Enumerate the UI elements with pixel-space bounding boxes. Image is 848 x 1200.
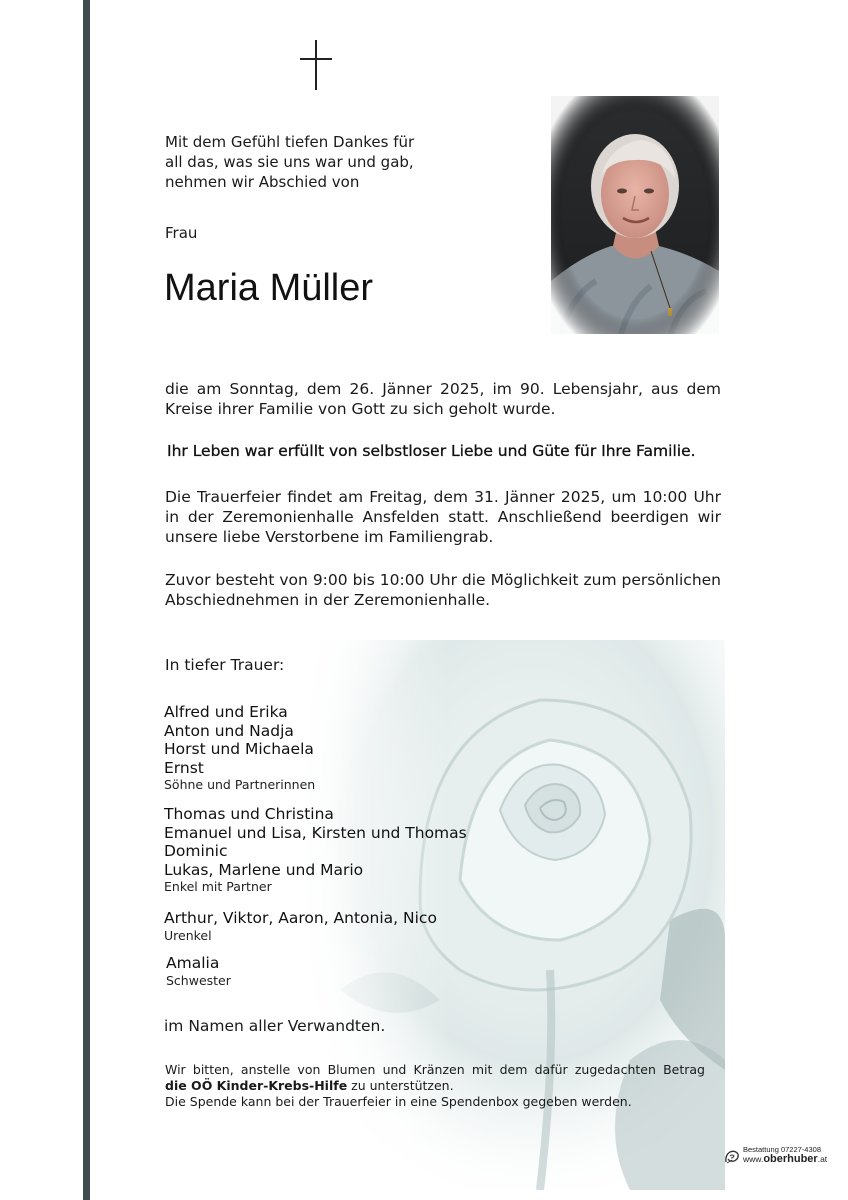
mourner-name: Ernst <box>164 758 204 777</box>
undertaker-branding <box>723 1145 828 1169</box>
mourner-name: Lukas, Marlene und Mario <box>164 860 364 879</box>
mourner-group-grandchildren <box>164 805 467 895</box>
portrait-photo <box>551 96 719 334</box>
intro-text <box>165 132 525 192</box>
mourner-name: Dominic <box>164 842 228 860</box>
mourner-role: Söhne und Partnerinnen <box>164 777 316 792</box>
cross-icon <box>300 40 332 90</box>
mourner-name: Anton und Nadja <box>164 721 294 740</box>
donation-line-1: Wir bitten, anstelle von Blumen und Kränzen mit dem dafür zugedachten Betrag <box>165 1062 705 1077</box>
donation-line-2-rest: zu unterstützen. <box>347 1078 454 1093</box>
mourner-name: Amalia <box>166 954 220 972</box>
undertaker-logo-icon <box>723 1147 741 1165</box>
deceased-title: Frau <box>165 224 198 242</box>
mourning-header: In tiefer Trauer: <box>165 656 285 674</box>
mourner-name: Arthur, Viktor, Aaron, Antonia, Nico <box>164 909 437 927</box>
intro-line-1: Mit dem Gefühl tiefen Dankes für <box>165 133 415 151</box>
donation-line-2 <box>165 1078 705 1094</box>
mourner-role: Urenkel <box>164 927 212 943</box>
intro-line-3: nehmen wir Abschied von <box>165 173 360 191</box>
left-border-bar <box>83 0 90 1200</box>
life-motto: Ihr Leben war erfüllt von selbstloser Liebe und Güte für Ihre Familie. <box>167 442 696 460</box>
mourner-name: Emanuel und Lisa, Kirsten und Thomas <box>164 823 467 842</box>
charity-name: die OÖ Kinder-Krebs-Hilfe <box>165 1078 348 1093</box>
undertaker-label: Bestattung <box>743 1145 779 1154</box>
web-suffix: .at <box>817 1154 828 1164</box>
undertaker-phone: 07227-4308 <box>780 1145 821 1154</box>
mourner-name: Thomas und Christina <box>164 805 334 823</box>
funeral-info: Die Trauerfeier findet am Freitag, dem 31. Jänner 2025, um 10:00 Uhr in der Zeremonienhalle Ansfelden statt. Anschließend beerdigen wir unsere liebe Verstorbene im Familiengrab. <box>165 488 721 546</box>
mourner-group-sister <box>166 954 231 989</box>
undertaker-website[interactable] <box>743 1154 827 1165</box>
donation-line-3: Die Spende kann bei der Trauerfeier in eine Spendenbox gegeben werden. <box>165 1094 632 1109</box>
mourner-group-sons <box>164 703 315 793</box>
mourner-name: Horst und Michaela <box>164 740 314 758</box>
mourner-role: Schwester <box>166 972 231 988</box>
deceased-name: Maria Müller <box>164 267 374 309</box>
death-notice: die am Sonntag, dem 26. Jänner 2025, im 90. Lebensjahr, aus dem Kreise ihrer Familie von Gott zu sich geholt wurde. <box>165 380 721 418</box>
mourner-role: Enkel mit Partner <box>164 879 272 894</box>
intro-line-2: all das, was sie uns war und gab, <box>165 153 414 171</box>
donation-notice <box>165 1062 705 1110</box>
mourner-group-great-grandchildren <box>164 909 437 944</box>
mourner-name: Alfred und Erika <box>164 703 288 721</box>
web-prefix: www. <box>743 1154 764 1164</box>
web-brand: oberhuber <box>763 1153 818 1165</box>
closing-line: im Namen aller Verwandten. <box>164 1017 386 1035</box>
farewell-info: Zuvor besteht von 9:00 bis 10:00 Uhr die Möglichkeit zum persönlichen Abschiednehmen in der Zeremonienhalle. <box>165 571 721 609</box>
